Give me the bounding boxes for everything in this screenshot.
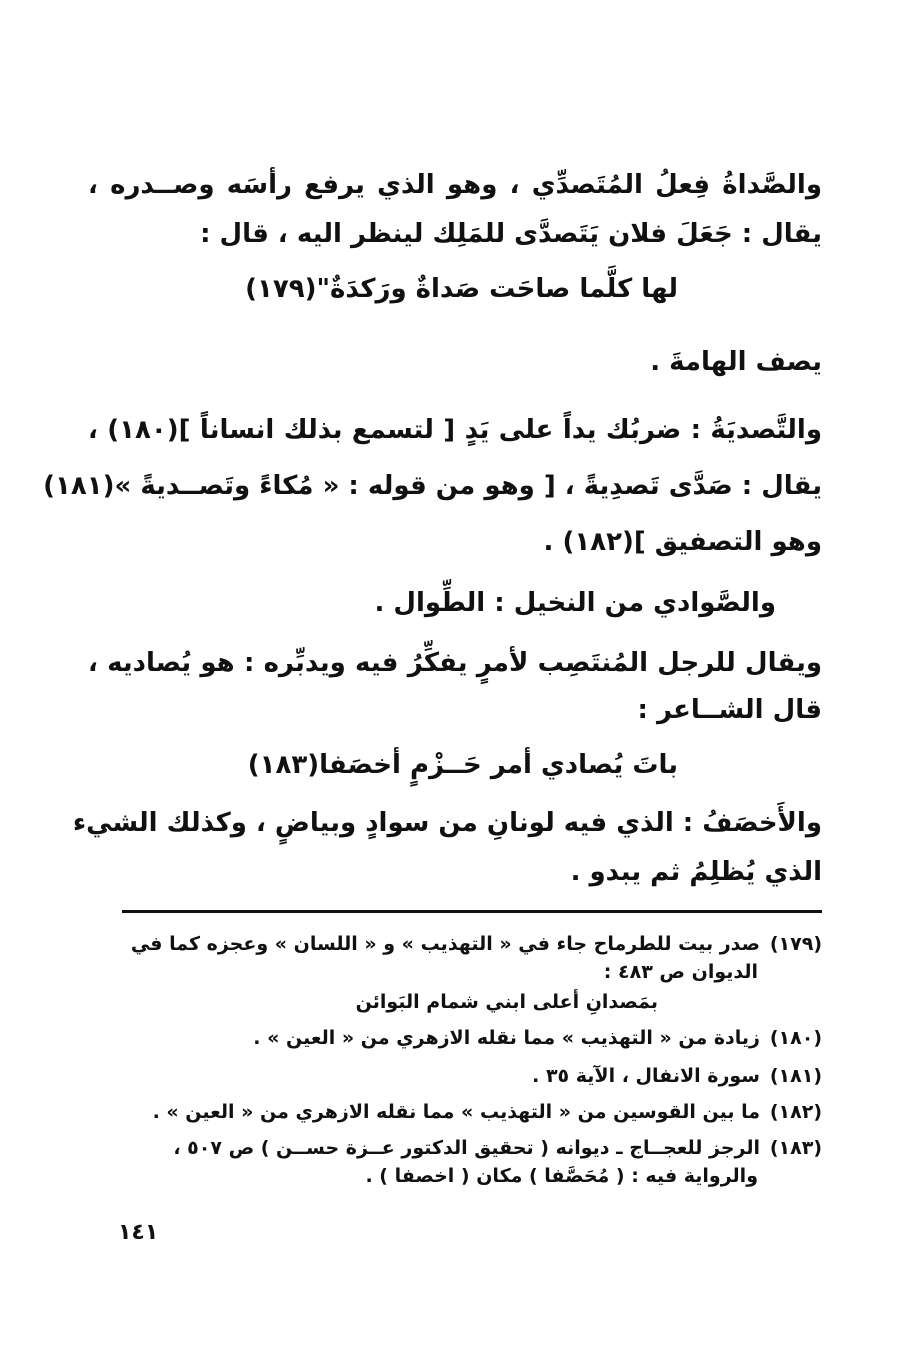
body-line-1: والصَّداةُ فِعلُ المُتَصدِّي ، وهو الذي يرفع رأسَه وصــدره ، (88, 170, 822, 200)
footnote-number: (١٨٠) (769, 1027, 822, 1049)
verse-line-1: لها كلَّما صاحَت صَداةٌ ورَكدَةٌ"(١٧٩) (245, 274, 678, 304)
footnote-text: بمَصدانِ أعلى ابني شمام البَوائن (355, 991, 658, 1013)
body-line-10: والأَخصَفُ : الذي فيه لونانِ من سوادٍ وبياضٍ ، وكذلك الشيء (72, 808, 822, 838)
footnote-number: (١٨١) (769, 1065, 822, 1087)
verse-line-2: باتَ يُصادي أمر حَــزْمٍ أخصَفا(١٨٣) (247, 750, 678, 780)
footnote-text: والرواية فيه : ( مُحَصَّفا ) مكان ( اخصفا ) . (365, 1165, 758, 1187)
body-line-2: يقال : جَعَلَ فلان يَتَصدَّى للمَلِك لينظر اليه ، قال : (200, 219, 822, 249)
footnote-179 (88, 930, 822, 958)
body-line-11: الذي يُظلِمُ ثم يبدو . (570, 857, 822, 887)
footnote-183-cont (88, 1162, 758, 1190)
footnote-179-verse (88, 988, 658, 1016)
body-line-5: يقال : صَدَّى تَصدِيةً ، [ وهو من قوله : « مُكاءً وتَصــديةً »(١٨١) (43, 471, 822, 501)
footnote-text: ما بين القوسين من « التهذيب » مما نقله الازهري من « العين » . (152, 1101, 760, 1123)
footnote-181 (88, 1062, 822, 1090)
footnote-text: سورة الانفال ، الآية ٣٥ . (532, 1065, 760, 1087)
footnote-text: صدر بيت للطرماح جاء في « التهذيب » و « اللسان » وعجزه كما في (130, 933, 760, 955)
footnote-182 (88, 1098, 822, 1126)
body-line-9: قال الشــاعر : (637, 695, 822, 725)
footnote-183 (88, 1134, 822, 1162)
footnote-text: الديوان ص ٤٨٣ : (603, 961, 758, 983)
footnote-number: (١٧٩) (769, 933, 822, 955)
body-line-4: والتَّصديَةُ : ضربُك يداً على يَدٍ [ لتسمع بذلك انساناً ](١٨٠) ، (88, 415, 822, 445)
footnote-text: الرجز للعجــاج ـ ديوانه ( تحقيق الدكتور عــزة حســن ) ص ٥٠٧ ، (173, 1137, 760, 1159)
body-line-8: ويقال للرجل المُنتَصِب لأمرٍ يفكِّرُ فيه ويدبِّره : هو يُصاديه ، (88, 648, 822, 678)
body-line-6: وهو التصفيق ](١٨٢) . (543, 527, 822, 557)
body-line-7: والصَّوادي من النخيل : الطِّوال . (374, 588, 776, 618)
footnote-number: (١٨٣) (769, 1137, 822, 1159)
body-line-3: يصف الهامةَ . (650, 347, 822, 377)
footnote-179-cont (88, 958, 758, 986)
footnote-180 (88, 1024, 822, 1052)
page-number: ١٤١ (118, 1220, 159, 1245)
footnote-divider (122, 910, 822, 913)
footnote-text: زيادة من « التهذيب » مما نقله الازهري من « العين » . (253, 1027, 760, 1049)
footnote-number: (١٨٢) (769, 1101, 822, 1123)
